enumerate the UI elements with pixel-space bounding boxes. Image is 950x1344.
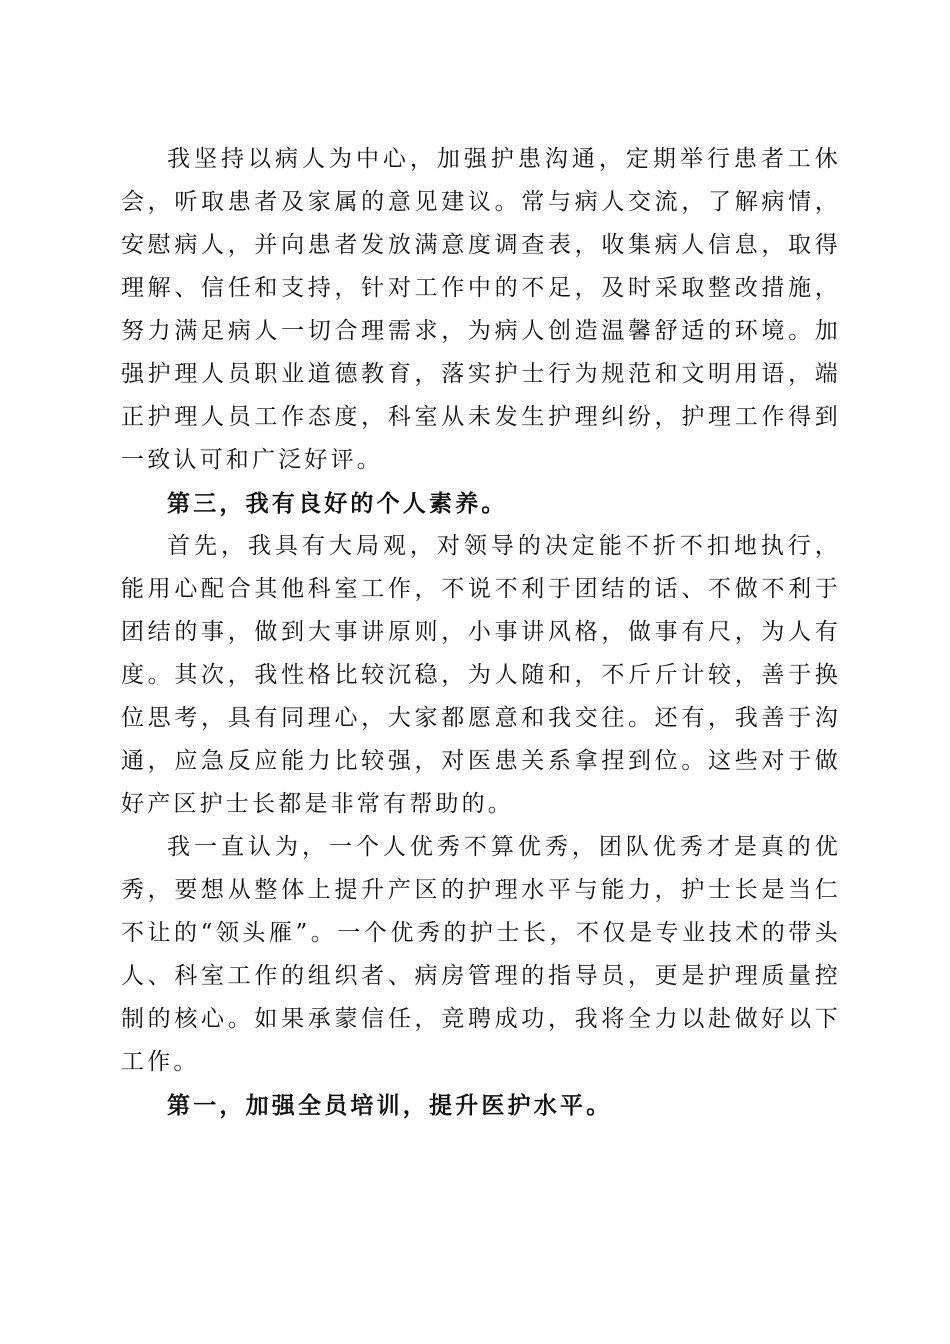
section-heading-training: 第一，加强全员培训，提升医护水平。 [167,1092,613,1119]
paragraph-personal-qualities: 首先，我具有大局观，对领导的决定能不折不扣地执行，能用心配合其他科室工作，不说不利于团结的话、不做不利于团结的事，做到大事讲原则，小事讲风格，做事有尺，为人有度。其次，我性格比较沉稳，为人随和，不斤斤计较，善于换位思考，具有同理心，大家都愿意和我交往。还有，我善于沟通，应急反应能力比较强，对医患关系拿捏到位。这些对于做好产区护士长都是非常有帮助的。 [121,533,841,817]
document-body [121,138,841,1127]
paragraph-team-excellence: 我一直认为，一个人优秀不算优秀，团队优秀才是真的优秀，要想从整体上提升产区的护理水平与能力，护士长是当仁不让的“领头雁”。一个优秀的护士长，不仅是专业技术的带头人、科室工作的组织者、病房管理的指导员，更是护理质量控制的核心。如果承蒙信任，竞聘成功，我将全力以赴做好以下工作。 [121,834,841,1075]
paragraph-patient-communication: 我坚持以病人为中心，加强护患沟通，定期举行患者工休会，听取患者及家属的意见建议。常与病人交流，了解病情，安慰病人，并向患者发放满意度调查表，收集病人信息，取得理解、信任和支持，针对工作中的不足，及时采取整改措施，努力满足病人一切合理需求，为病人创造温馨舒适的环境。加强护理人员职业道德教育，落实护士行为规范和文明用语，端正护理人员工作态度，科室从未发生护理纠纷，护理工作得到一致认可和广泛好评。 [121,146,841,473]
section-heading-personal-qualities: 第三，我有良好的个人素养。 [167,490,508,517]
